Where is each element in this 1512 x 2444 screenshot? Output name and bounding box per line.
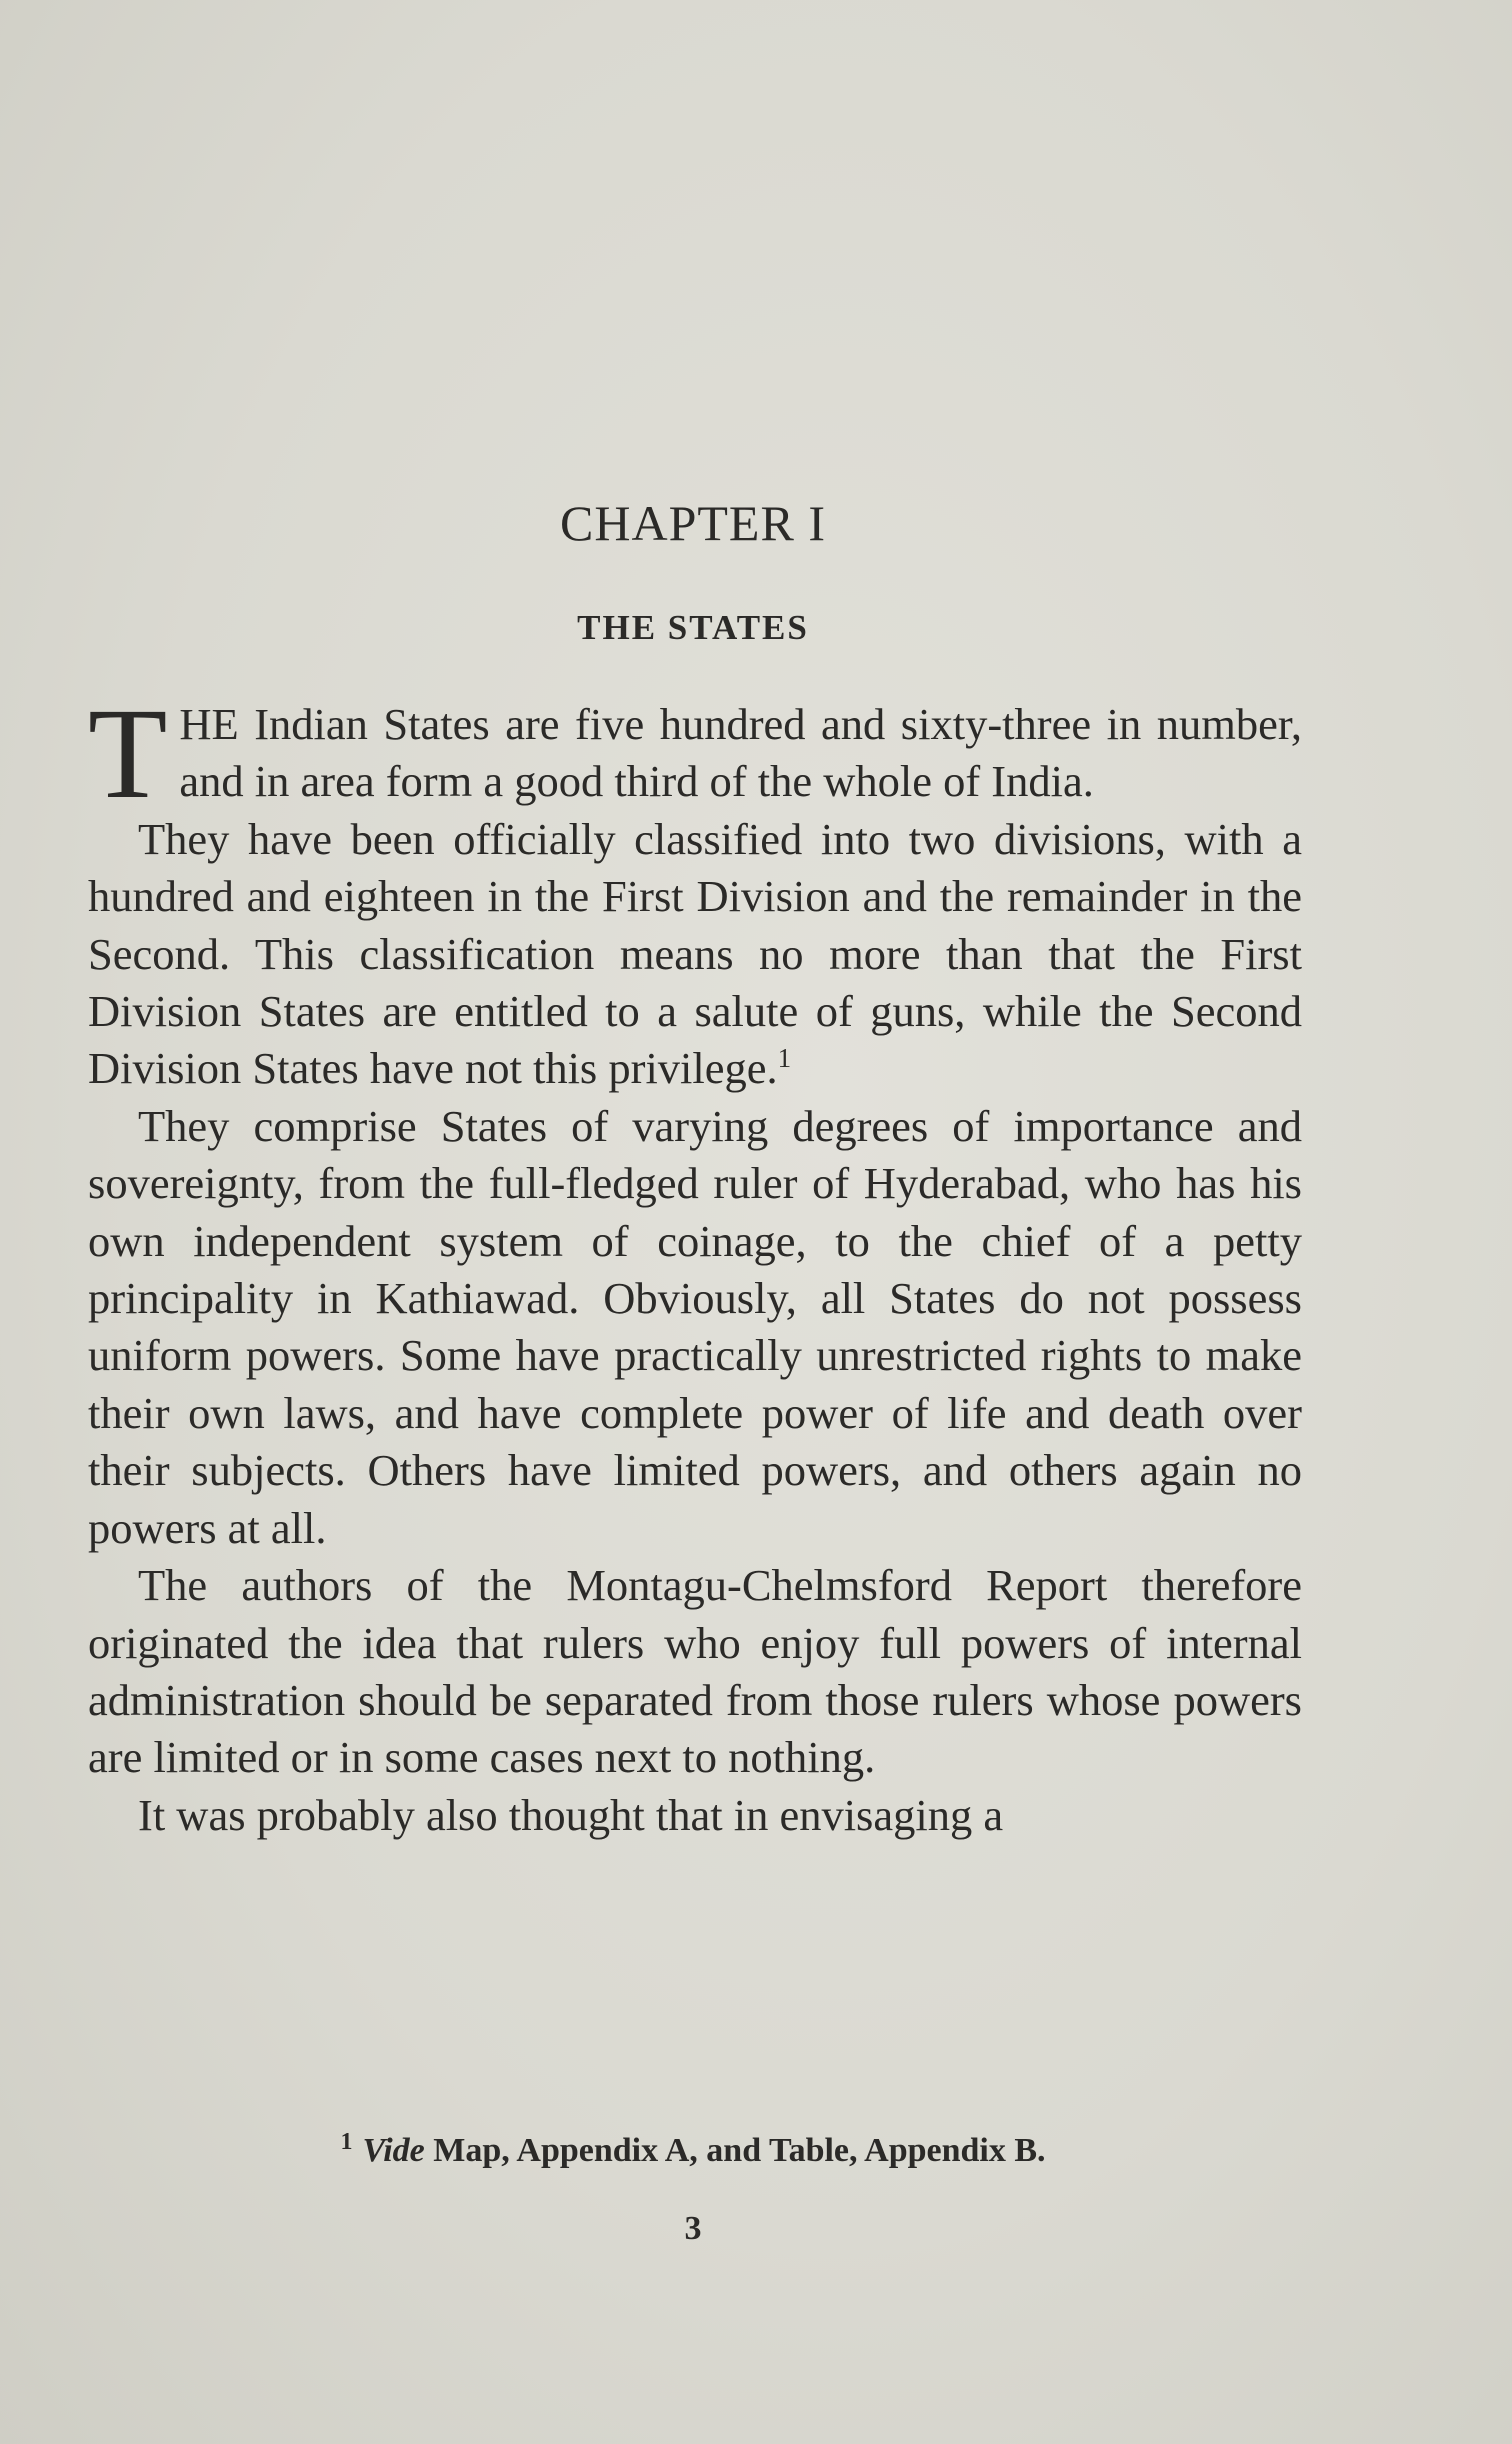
paragraph-2 [88,811,1302,1098]
paragraph-5: It was probably also thought that in envisaging a [138,1789,1004,1840]
drop-cap: T [88,682,168,826]
page-number: 3 [684,2210,702,2247]
footnote-mark: 1 [340,2129,353,2155]
footnote-vide: Vide [362,2132,425,2169]
paragraph-4: The authors of the Montagu-Chelmsford Report therefore originated the idea that rulers who enjoy full powers of internal administration should be separated from those rulers whose powers are limited or in some cases next to nothing. [88,1560,1302,1783]
book-page [82,0,1304,2444]
paragraph-3: They comprise States of varying degrees of importance and sovereignty, from the full-fledged ruler of Hyderabad, who has his own independent system of coinage, to the chief of a petty principality in Kathiawad. Obviously, all States do not possess uniform powers. Some have practically unrestricted rights to make their own laws, and have complete power of life and death over their subjects. Others have limited powers, and others again no powers at all. [88,1100,1302,1553]
chapter-title: CHAPTER I [560,495,826,551]
chapter-subtitle: THE STATES [577,608,809,647]
footnote [82,2129,1304,2170]
body-text [88,682,1302,1844]
paragraph-1-text: HE Indian States are five hundred and sixty-three in number, and in area form a good third of the whole of India. [179,699,1302,807]
footnote-reference[interactable]: 1 [777,1043,792,1074]
paragraph-1 [88,682,1302,826]
footnote-text: Map, Appendix A, and Table, Appendix B. [433,2132,1046,2169]
paragraph-2-text: They have been officially classified into two divisions, with a hundred and eighteen in the First Division and the remainder in the Second. This classification means no more than that the First Division States are entitled to a salute of guns, while the Second Division States have not this privilege. [88,813,1302,1094]
